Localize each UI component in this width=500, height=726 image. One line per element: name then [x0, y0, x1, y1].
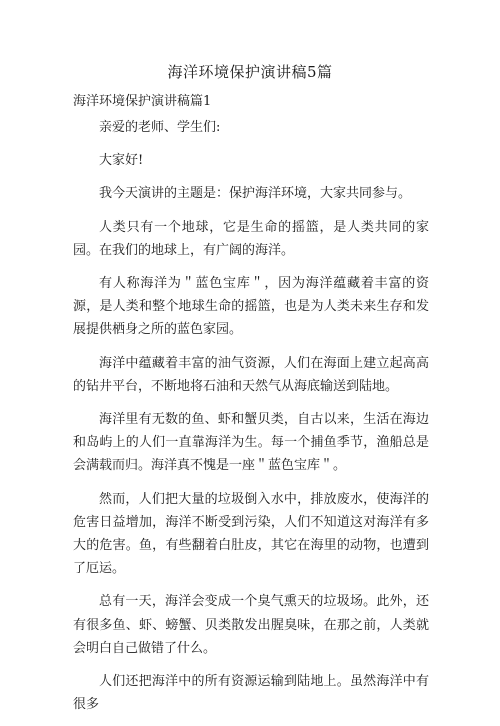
paragraph: 大家好! — [99, 153, 144, 169]
paragraph: 海洋中蕴藏着丰富的油气资源，人们在海面上建立起高高的钻井平台，不断地将石油和天然气从海底输送到陆地。 — [73, 355, 429, 394]
paragraph: 有人称海洋为＂蓝色宝库＂，因为海洋蕴藏着丰富的资源，是人类和整个地球生命的摇篮，也是为人类未来生存和发展提供栖身之所的蓝色家园。 — [73, 276, 429, 338]
paragraph: 然而，人们把大量的垃圾倒入水中，排放废水，使海洋的危害日益增加，海洋不断受到污染，人们不知道这对海洋有多大的危害。鱼，有些翻着白肚皮，其它在海里的动物，也遭到了厄运。 — [73, 491, 429, 577]
paragraph: 总有一天，海洋会变成一个臭气熏天的垃圾场。此外，还有很多鱼、虾、螃蟹、贝类散发出腥臭味，在那之前，人类就会明白自己做错了什么。 — [73, 594, 429, 656]
section-subtitle: 海洋环境保护演讲稿篇1 — [73, 94, 212, 109]
paragraph: 海洋里有无数的鱼、虾和蟹贝类，自古以来，生活在海边和岛屿上的人们一直靠海洋为生。每一个捕鱼季节，渔船总是会满载而归。海洋真不愧是一座＂蓝色宝库＂。 — [73, 412, 429, 474]
document-title: 海洋环境保护演讲稿5篇 — [167, 63, 333, 81]
paragraph: 人类只有一个地球，它是生命的摇篮，是人类共同的家园。在我们的地球上，有广阔的海洋。 — [73, 219, 429, 258]
paragraph: 人们还把海洋中的所有资源运输到陆地上。虽然海洋中有很多 — [73, 674, 429, 713]
paragraph: 我今天演讲的主题是：保护海洋环境，大家共同参与。 — [99, 186, 412, 202]
paragraph: 亲爱的老师、学生们: — [99, 120, 221, 135]
document-body — [73, 116, 429, 726]
